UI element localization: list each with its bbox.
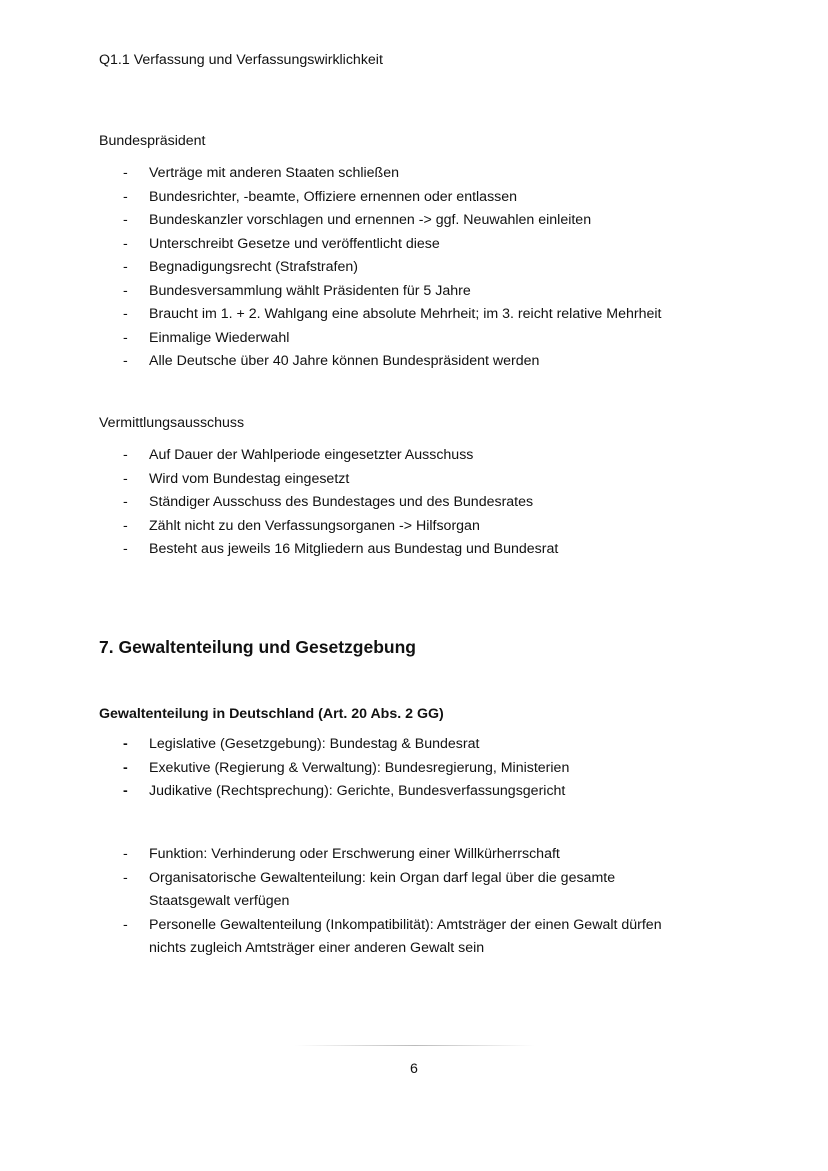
branches-list [99, 733, 569, 804]
item-text: Funktion: Verhinderung oder Erschwerung einer Willkürherrschaft [149, 846, 560, 862]
dash: - [123, 846, 128, 862]
dash: - [123, 517, 128, 534]
item-text: Bundesversammlung wählt Präsidenten für 5 Jahre [149, 282, 471, 299]
item-text: Bundesrichter, -beamte, Offiziere ernennen oder entlassen [149, 188, 518, 205]
dash: - [123, 259, 128, 275]
list-item [99, 491, 558, 515]
item-text-continued: Staatsgewalt verfügen [149, 893, 290, 909]
points-list [99, 843, 662, 961]
list-item [99, 233, 661, 257]
dash: - [123, 306, 128, 322]
item-text: Besteht aus jeweils 16 Mitgliedern aus Bundestag und Bundesrat [149, 541, 559, 557]
list-item [99, 843, 662, 867]
list-item [99, 538, 558, 562]
item-text: Auf Dauer der Wahlperiode eingesetzter Ausschuss [149, 447, 474, 463]
dash: - [123, 494, 128, 510]
item-text: Wird vom Bundestag eingesetzt [149, 470, 350, 487]
list-item [99, 280, 661, 304]
list-item [99, 303, 661, 327]
vermittlungsausschuss-list [99, 444, 558, 562]
item-text-continued: nichts zugleich Amtsträger einer anderen Gewalt sein [149, 940, 485, 956]
item-text: Exekutive (Regierung & Verwaltung): Bundesregierung, Ministerien [149, 759, 570, 776]
dash: - [123, 541, 128, 557]
dash: - [123, 329, 128, 346]
dash: - [123, 235, 128, 252]
section-title-vermittlungsausschuss: Vermittlungsausschuss [99, 415, 245, 431]
item-text: Judikative (Rechtsprechung): Gerichte, Bundesverfassungsgericht [149, 783, 566, 799]
list-item [99, 350, 661, 374]
item-text: Personelle Gewaltenteilung (Inkompatibilität): Amtsträger der einen Gewalt dürfen [149, 916, 662, 933]
item-text: Legislative (Gesetzgebung): Bundestag & Bundesrat [149, 736, 480, 752]
item-text: Bundeskanzler vorschlagen und ernennen -> ggf. Neuwahlen einleiten [149, 212, 592, 228]
chapter-subheading: Gewaltenteilung in Deutschland (Art. 20 Abs. 2 GG) [99, 706, 444, 722]
list-item [99, 327, 661, 351]
page-header: Q1.1 Verfassung und Verfassungswirklichkeit [99, 52, 383, 68]
item-text: Zählt nicht zu den Verfassungsorganen -> Hilfsorgan [149, 517, 480, 534]
item-text: Begnadigungsrecht (Strafstrafen) [149, 259, 358, 275]
list-item [99, 256, 661, 280]
dash: - [123, 470, 128, 487]
dash: - [123, 783, 128, 799]
bundespraesident-list [99, 162, 661, 374]
list-item [99, 209, 661, 233]
item-text: Einmalige Wiederwahl [149, 329, 290, 346]
dash: - [123, 916, 128, 933]
dash: - [123, 282, 128, 299]
dash: - [123, 212, 128, 228]
dash: - [123, 165, 128, 181]
item-text: Unterschreibt Gesetze und veröffentlicht diese [149, 235, 440, 252]
list-item [99, 780, 569, 804]
list-item [99, 162, 661, 186]
list-item [99, 186, 661, 210]
dash: - [123, 736, 128, 752]
footer-divider [295, 1045, 535, 1046]
section-title-bundespraesident: Bundespräsident [99, 133, 206, 149]
dash: - [123, 447, 128, 463]
dash: - [123, 353, 128, 369]
dash: - [123, 759, 128, 776]
item-text: Braucht im 1. + 2. Wahlgang eine absolute Mehrheit; im 3. reicht relative Mehrheit [149, 306, 662, 322]
item-text: Alle Deutsche über 40 Jahre können Bundespräsident werden [149, 353, 540, 369]
item-text: Verträge mit anderen Staaten schließen [149, 165, 400, 181]
dash: - [123, 188, 128, 205]
list-item [99, 757, 569, 781]
item-text: Ständiger Ausschuss des Bundestages und des Bundesrates [149, 494, 534, 510]
list-item [99, 468, 558, 492]
dash: - [123, 869, 128, 886]
list-item [99, 914, 662, 961]
item-text: Organisatorische Gewaltenteilung: kein Organ darf legal über die gesamte [149, 869, 616, 886]
list-item [99, 733, 569, 757]
list-item [99, 515, 558, 539]
list-item [99, 867, 662, 914]
page-number: 6 [410, 1061, 418, 1077]
list-item [99, 444, 558, 468]
chapter-heading: 7. Gewaltenteilung und Gesetzgebung [99, 637, 416, 657]
